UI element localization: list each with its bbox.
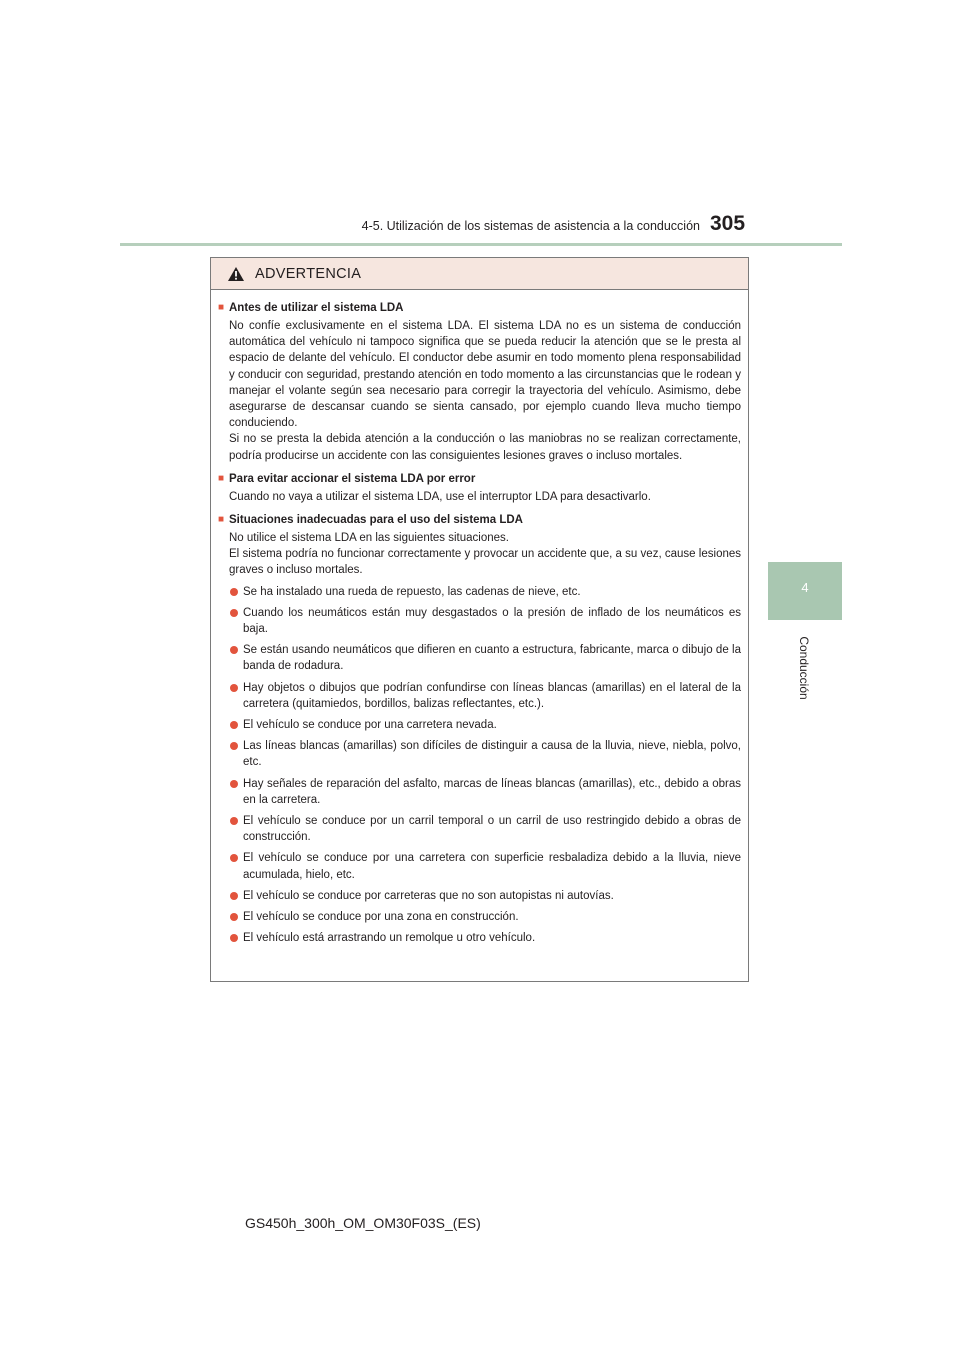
list-item (229, 605, 741, 637)
bullet-dot-icon (230, 609, 238, 617)
list-item-text: El vehículo se conduce por una carretera con superficie resbaladiza debido a la lluvia, nieve acumulada, hielo, etc. (243, 852, 741, 881)
list-item (229, 850, 741, 882)
chapter-tab (768, 562, 842, 620)
document-code: GS450h_300h_OM_OM30F03S_(ES) (245, 1215, 481, 1231)
list-item-text: El vehículo se conduce por una carretera nevada. (243, 719, 497, 732)
section-before-using-lda (218, 300, 741, 464)
situations-list (229, 584, 741, 947)
square-bullet-icon: ■ (218, 472, 225, 484)
list-item-text: Cuando los neumáticos están muy desgastados o la presión de inflado de los neumáticos es baja. (243, 606, 741, 636)
bullet-dot-icon (230, 913, 238, 921)
chapter-name-vertical: Conducción (797, 636, 811, 700)
list-item (229, 584, 741, 600)
paragraph: No utilice el sistema LDA en las siguientes situaciones. (229, 532, 509, 545)
list-item-text: El vehículo se conduce por un carril temporal o un carril de uso restringido debido a obras de construcción. (243, 815, 741, 844)
list-item-text: Hay señales de reparación del asfalto, marcas de líneas blancas (amarillas), etc., debido a obras en la carretera. (243, 777, 741, 806)
warning-body (211, 290, 748, 947)
section-heading (218, 512, 741, 528)
bullet-dot-icon (230, 817, 238, 825)
warning-header (211, 258, 748, 290)
list-item-text: El vehículo se conduce por una zona en construcción. (243, 911, 519, 924)
warning-triangle-icon (227, 266, 245, 282)
list-item-text: Las líneas blancas (amarillas) son difíciles de distinguir a causa de la lluvia, nieve, niebla, polvo, etc. (243, 740, 741, 769)
bullet-dot-icon (230, 854, 238, 862)
list-item (229, 909, 741, 925)
bullet-dot-icon (230, 588, 238, 596)
list-item (229, 930, 741, 946)
bullet-dot-icon (230, 721, 238, 729)
warning-title: ADVERTENCIA (255, 265, 362, 282)
list-item-text: El vehículo se conduce por carreteras que no son autopistas ni autovías. (243, 889, 614, 902)
section-unsuitable-situations (218, 512, 741, 946)
list-item-text: El vehículo está arrastrando un remolque u otro vehículo. (243, 932, 536, 945)
section-header-title: 4-5. Utilización de los sistemas de asistencia a la conducción (361, 219, 700, 233)
header-divider (120, 243, 842, 246)
bullet-dot-icon (230, 780, 238, 788)
section-heading-text: Para evitar accionar el sistema LDA por error (229, 472, 476, 485)
list-item (229, 642, 741, 674)
list-item (229, 888, 741, 904)
chapter-tab-number: 4 (801, 580, 809, 595)
list-item (229, 680, 741, 712)
square-bullet-icon: ■ (218, 514, 225, 526)
list-item-text: Hay objetos o dibujos que podrían confundirse con líneas blancas (amarillas) en el lateral de la carretera (quitamiedos, bordillos, balizas reflectantes, etc.). (243, 681, 741, 710)
list-item (229, 738, 741, 770)
section-avoid-accidental-activation (218, 471, 741, 505)
section-heading (218, 300, 741, 316)
bullet-dot-icon (230, 684, 238, 692)
section-heading-text: Situaciones inadecuadas para el uso del sistema LDA (229, 514, 523, 527)
paragraph: Si no se presta la debida atención a la conducción o las maniobras no se realizan correctamente, podría producirse un accidente con las consiguientes lesiones graves o incluso mortales. (229, 433, 741, 462)
bullet-dot-icon (230, 892, 238, 900)
square-bullet-icon: ■ (218, 302, 225, 313)
list-item (229, 813, 741, 845)
paragraph: No confíe exclusivamente en el sistema LDA. El sistema LDA no es un sistema de conducción automática del vehículo ni tampoco significa que se pueda reducir la atención que se le presta al espacio de delante del vehículo. El conductor debe asumir en todo momento plena responsabilidad y conducir con seguridad, prestando atención en todo momento a las circunstancias que le rodean y manejar el volante según sea necesario para corregir la trayectoria del vehículo. Asimismo, debe asegurarse de descansar cuando se sienta cansado, por ejemplo cuando lleva mucho tiempo conduciendo. (229, 320, 741, 430)
paragraph: Cuando no vaya a utilizar el sistema LDA, use el interruptor LDA para desactivarlo. (229, 490, 651, 503)
list-item (229, 776, 741, 808)
list-item-text: Se ha instalado una rueda de repuesto, las cadenas de nieve, etc. (243, 585, 581, 598)
section-heading (218, 471, 741, 487)
bullet-dot-icon (230, 742, 238, 750)
list-item (229, 717, 741, 733)
list-item-text: Se están usando neumáticos que difieren en cuanto a estructura, fabricante, marca o dibujo de la banda de rodadura. (243, 644, 741, 673)
page-number: 305 (710, 212, 746, 235)
bullet-dot-icon (230, 934, 238, 942)
paragraph: El sistema podría no funcionar correctamente y provocar un accidente que, a su vez, cause lesiones graves o incluso mortales. (229, 548, 741, 577)
section-heading-text: Antes de utilizar el sistema LDA (229, 302, 404, 314)
warning-box (210, 257, 749, 982)
bullet-dot-icon (230, 646, 238, 654)
